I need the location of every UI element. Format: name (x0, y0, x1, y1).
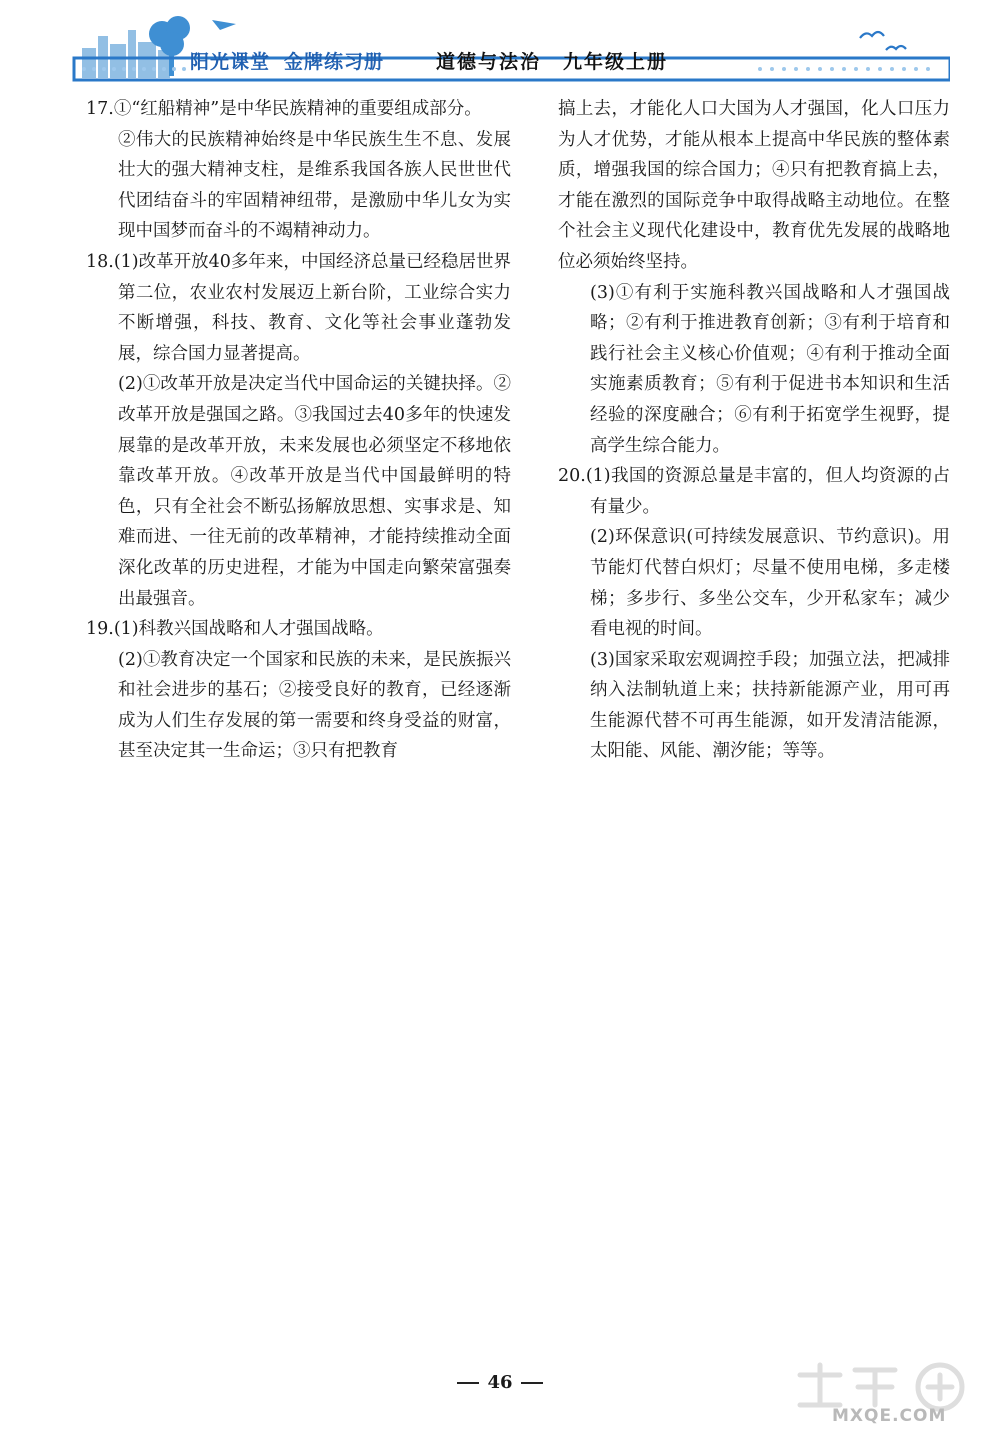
header-banner (60, 14, 950, 84)
page-number-value: 46 (487, 1372, 513, 1393)
q17-item: 17.①“红船精神”是中华民族精神的重要组成部分。 (86, 99, 482, 119)
q19-part1: 19.(1)科教兴国战略和人才强国战略。 (86, 619, 384, 640)
watermark-text: MXQE.COM (832, 1406, 947, 1426)
subject-name: 道德与法治 (436, 51, 542, 73)
subject-title (436, 47, 668, 74)
brand-right: 金牌练习册 (284, 51, 385, 73)
q19-part2-continued: 搞上去，才能化人口大国为人才强国，化人口压力为人才优势，才能从根本上提高中华民族的整体素质，增强我国的综合国力；④只有把教育搞上去，才能在激烈的国际竞争中取得战略主动地位。在整个社会主义现代化建设中，教育优先发展的战略地位必须始终坚持。 (558, 99, 950, 272)
q18-part1: 18.(1)改革开放40多年来，中国经济总量已经稳居世界第二位，农业农村发展迈上新台阶，工业综合实力不断增强，科技、教育、文化等社会事业蓬勃发展，综合国力显著提高。 (86, 251, 511, 364)
brand-title (190, 47, 384, 74)
page-dash-right (521, 1382, 543, 1384)
q18-part2: (2)①改革开放是决定当代中国命运的关键抉择。②改革开放是强国之路。③我国过去40多年的快速发展靠的是改革开放，未来发展也必须坚定不移地依靠改革开放。④改革开放是当代中国最鲜明的特色，只有全社会不断弘扬解放思想、实事求是、知难而进、一往无前的改革精神，才能持续推动全面深化改革的历史进程，才能为中国走向繁荣富强奏出最强音。 (118, 374, 511, 609)
q20-part2: (2)环保意识(可持续发展意识、节约意识)。用节能灯代替白炽灯；尽量不使用电梯，多走楼梯；多步行、多坐公交车，少开私家车；减少看电视的时间。 (590, 527, 950, 640)
q20-part3: (3)国家采取宏观调控手段；加强立法，把减排纳入法制轨道上来；扶持新能源产业，用可再生能源代替不可再生能源，如开发清洁能源，太阳能、风能、潮汐能；等等。 (590, 649, 950, 762)
birds-icon (860, 32, 906, 50)
grade-name: 九年级上册 (563, 51, 669, 73)
q19-part2: (2)①教育决定一个国家和民族的未来，是民族振兴和社会进步的基石；②接受良好的教育，已经逐渐成为人们生存发展的第一需要和终身受益的财富，甚至决定其一生命运；③只有把教育 (118, 649, 511, 762)
page-dash-left (457, 1382, 479, 1384)
q19-part3: (3)①有利于实施科教兴国战略和人才强国战略；②有利于推进教育创新；③有利于培育和践行社会主义核心价值观；④有利于推动全面实施素质教育；⑤有利于促进书本知识和生活经验的深度融合；⑥有利于拓宽学生视野，提高学生综合能力。 (590, 282, 950, 456)
right-column (558, 94, 950, 767)
left-column (86, 94, 511, 767)
q20-part1: 20.(1)我国的资源总量是丰富的，但人均资源的占有量少。 (558, 466, 950, 517)
brand-left: 阳光课堂 (190, 51, 271, 73)
paper-plane-icon (212, 20, 236, 30)
q17-answer: ②伟大的民族精神始终是中华民族生生不息、发展壮大的强大精神支柱，是维系我国各族人民世世代代团结奋斗的牢固精神纽带，是激励中华儿女为实现中国梦而奋斗的不竭精神动力。 (118, 129, 511, 242)
